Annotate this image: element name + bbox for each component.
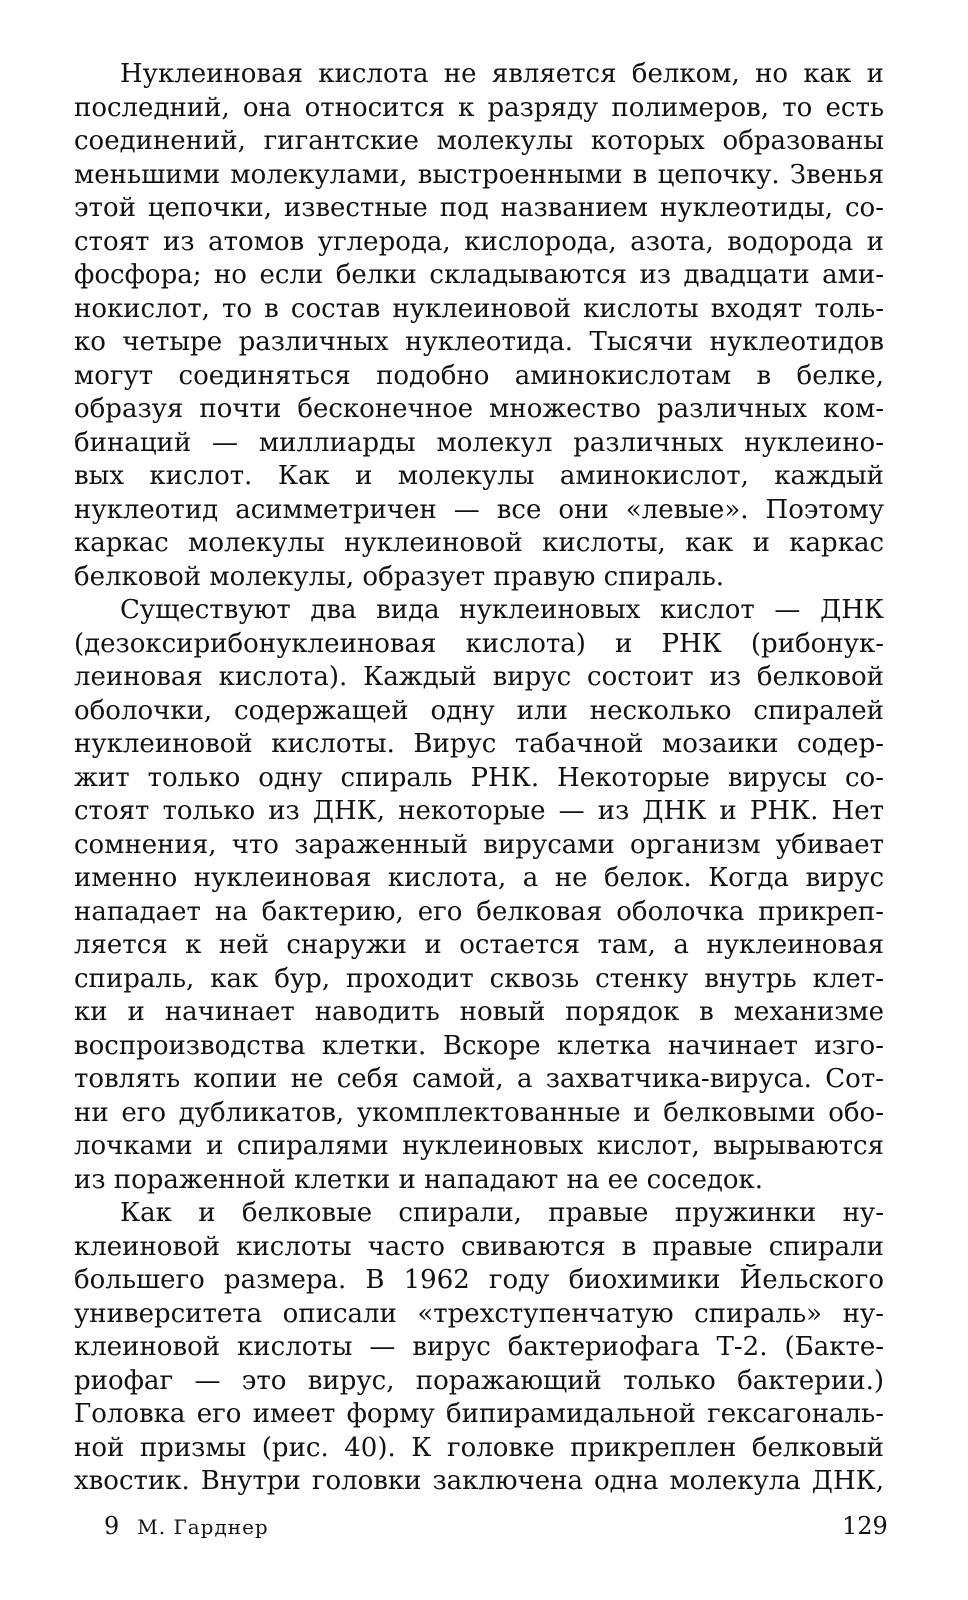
- text-line: риофаг — это вирус, поражающий только бактерии.): [74, 1365, 884, 1396]
- text-line: нуклеиновой кислоты. Вирус табачной мозаики содер-: [74, 729, 884, 759]
- text-line: клеиновой кислоты — вирус бактериофага Т-2. (Бакте-: [74, 1332, 884, 1362]
- text-line: из пораженной клетки и нападают на ее соседок.: [74, 1164, 764, 1195]
- text-line: (дезоксирибонуклеиновая кислота) и РНК (рибонук-: [74, 628, 884, 659]
- page-footer: [0, 1508, 968, 1544]
- text-line: товлять копии не себя самой, а захватчика-вируса. Сот-: [74, 1064, 884, 1094]
- text-line: ко четыре различных нуклеотида. Тысячи нуклеотидов: [74, 327, 884, 357]
- text-line: воспроизводства клетки. Вскоре клетка начинает изго-: [74, 1030, 884, 1061]
- text-line: этой цепочки, известные под названием нуклеотиды, со-: [74, 193, 884, 223]
- text-line: хвостик. Внутри головки заключена одна молекула ДНК,: [74, 1466, 884, 1496]
- text-line: белковой молекулы, образует правую спираль.: [74, 561, 724, 592]
- text-line: университета описали «трехступенчатую спираль» ну-: [74, 1298, 884, 1329]
- text-line: последний, она относится к разряду полимеров, то есть: [74, 92, 884, 123]
- text-line: соединений, гигантские молекулы которых образованы: [74, 126, 884, 156]
- text-line: нокислот, то в состав нуклеиновой кислоты входят толь-: [74, 293, 884, 324]
- text-line: Головка его имеет форму бипирамидальной гексагональ-: [74, 1399, 884, 1429]
- text-line: Как и белковые спирали, правые пружинки ну-: [120, 1198, 884, 1228]
- text-line: лочками и спиралями нуклеиновых кислот, вырываются: [74, 1131, 884, 1161]
- text-line: могут соединяться подобно аминокислотам в белке,: [74, 360, 884, 391]
- text-line: леиновая кислота). Каждый вирус состоит из белковой: [74, 662, 884, 692]
- text-line: вых кислот. Как и молекулы аминокислот, каждый: [74, 461, 884, 491]
- text-line: клеиновой кислоты часто свиваются в правые спирали: [74, 1231, 884, 1262]
- page-number: 129: [842, 1512, 888, 1540]
- text-line: ляется к ней снаружи и остается там, а нуклеиновая: [74, 930, 884, 960]
- text-line: стоят из атомов углерода, кислорода, азота, водорода и: [74, 226, 884, 257]
- text-line: Существуют два вида нуклеиновых кислот — ДНК: [120, 595, 884, 625]
- printer-signature: [104, 1508, 269, 1545]
- text-line: оболочки, содержащей одну или несколько спиралей: [74, 695, 884, 726]
- signature-author: М. Гарднер: [137, 1515, 269, 1539]
- text-line: фосфора; но если белки складываются из двадцати ами-: [74, 260, 884, 290]
- text-line: бинаций — миллиарды молекул различных нуклеино-: [74, 427, 884, 458]
- text-line: ной призмы (рис. 40). К головке прикреплен белковый: [74, 1432, 884, 1463]
- text-line: сомнения, что зараженный вирусами организм убивает: [74, 829, 884, 860]
- text-line: ни его дубликатов, укомплектованные и белковыми обо-: [74, 1097, 884, 1128]
- text-line: именно нуклеиновая кислота, а не белок. Когда вирус: [74, 863, 884, 893]
- text-line: нуклеотид асимметричен — все они «левые». Поэтому: [74, 494, 884, 525]
- text-line: меньшими молекулами, выстроенными в цепочку. Звенья: [74, 159, 884, 190]
- text-line: каркас молекулы нуклеиновой кислоты, как и каркас: [74, 528, 884, 558]
- text-line: спираль, как бур, проходит сквозь стенку внутрь клет-: [74, 963, 884, 994]
- text-line: ки и начинает наводить новый порядок в механизме: [74, 997, 884, 1027]
- text-line: жит только одну спираль РНК. Некоторые вирусы со-: [74, 762, 884, 793]
- signature-number: 9: [104, 1512, 120, 1540]
- text-line: нападает на бактерию, его белковая оболочка прикреп-: [74, 896, 884, 927]
- body-text: [74, 58, 884, 1499]
- text-line: образуя почти бесконечное множество различных ком-: [74, 394, 884, 424]
- text-line: Нуклеиновая кислота не является белком, но как и: [120, 59, 884, 89]
- text-line: большего размера. В 1962 году биохимики Йельского: [74, 1265, 884, 1295]
- text-line: стоят только из ДНК, некоторые — из ДНК и РНК. Нет: [74, 796, 884, 826]
